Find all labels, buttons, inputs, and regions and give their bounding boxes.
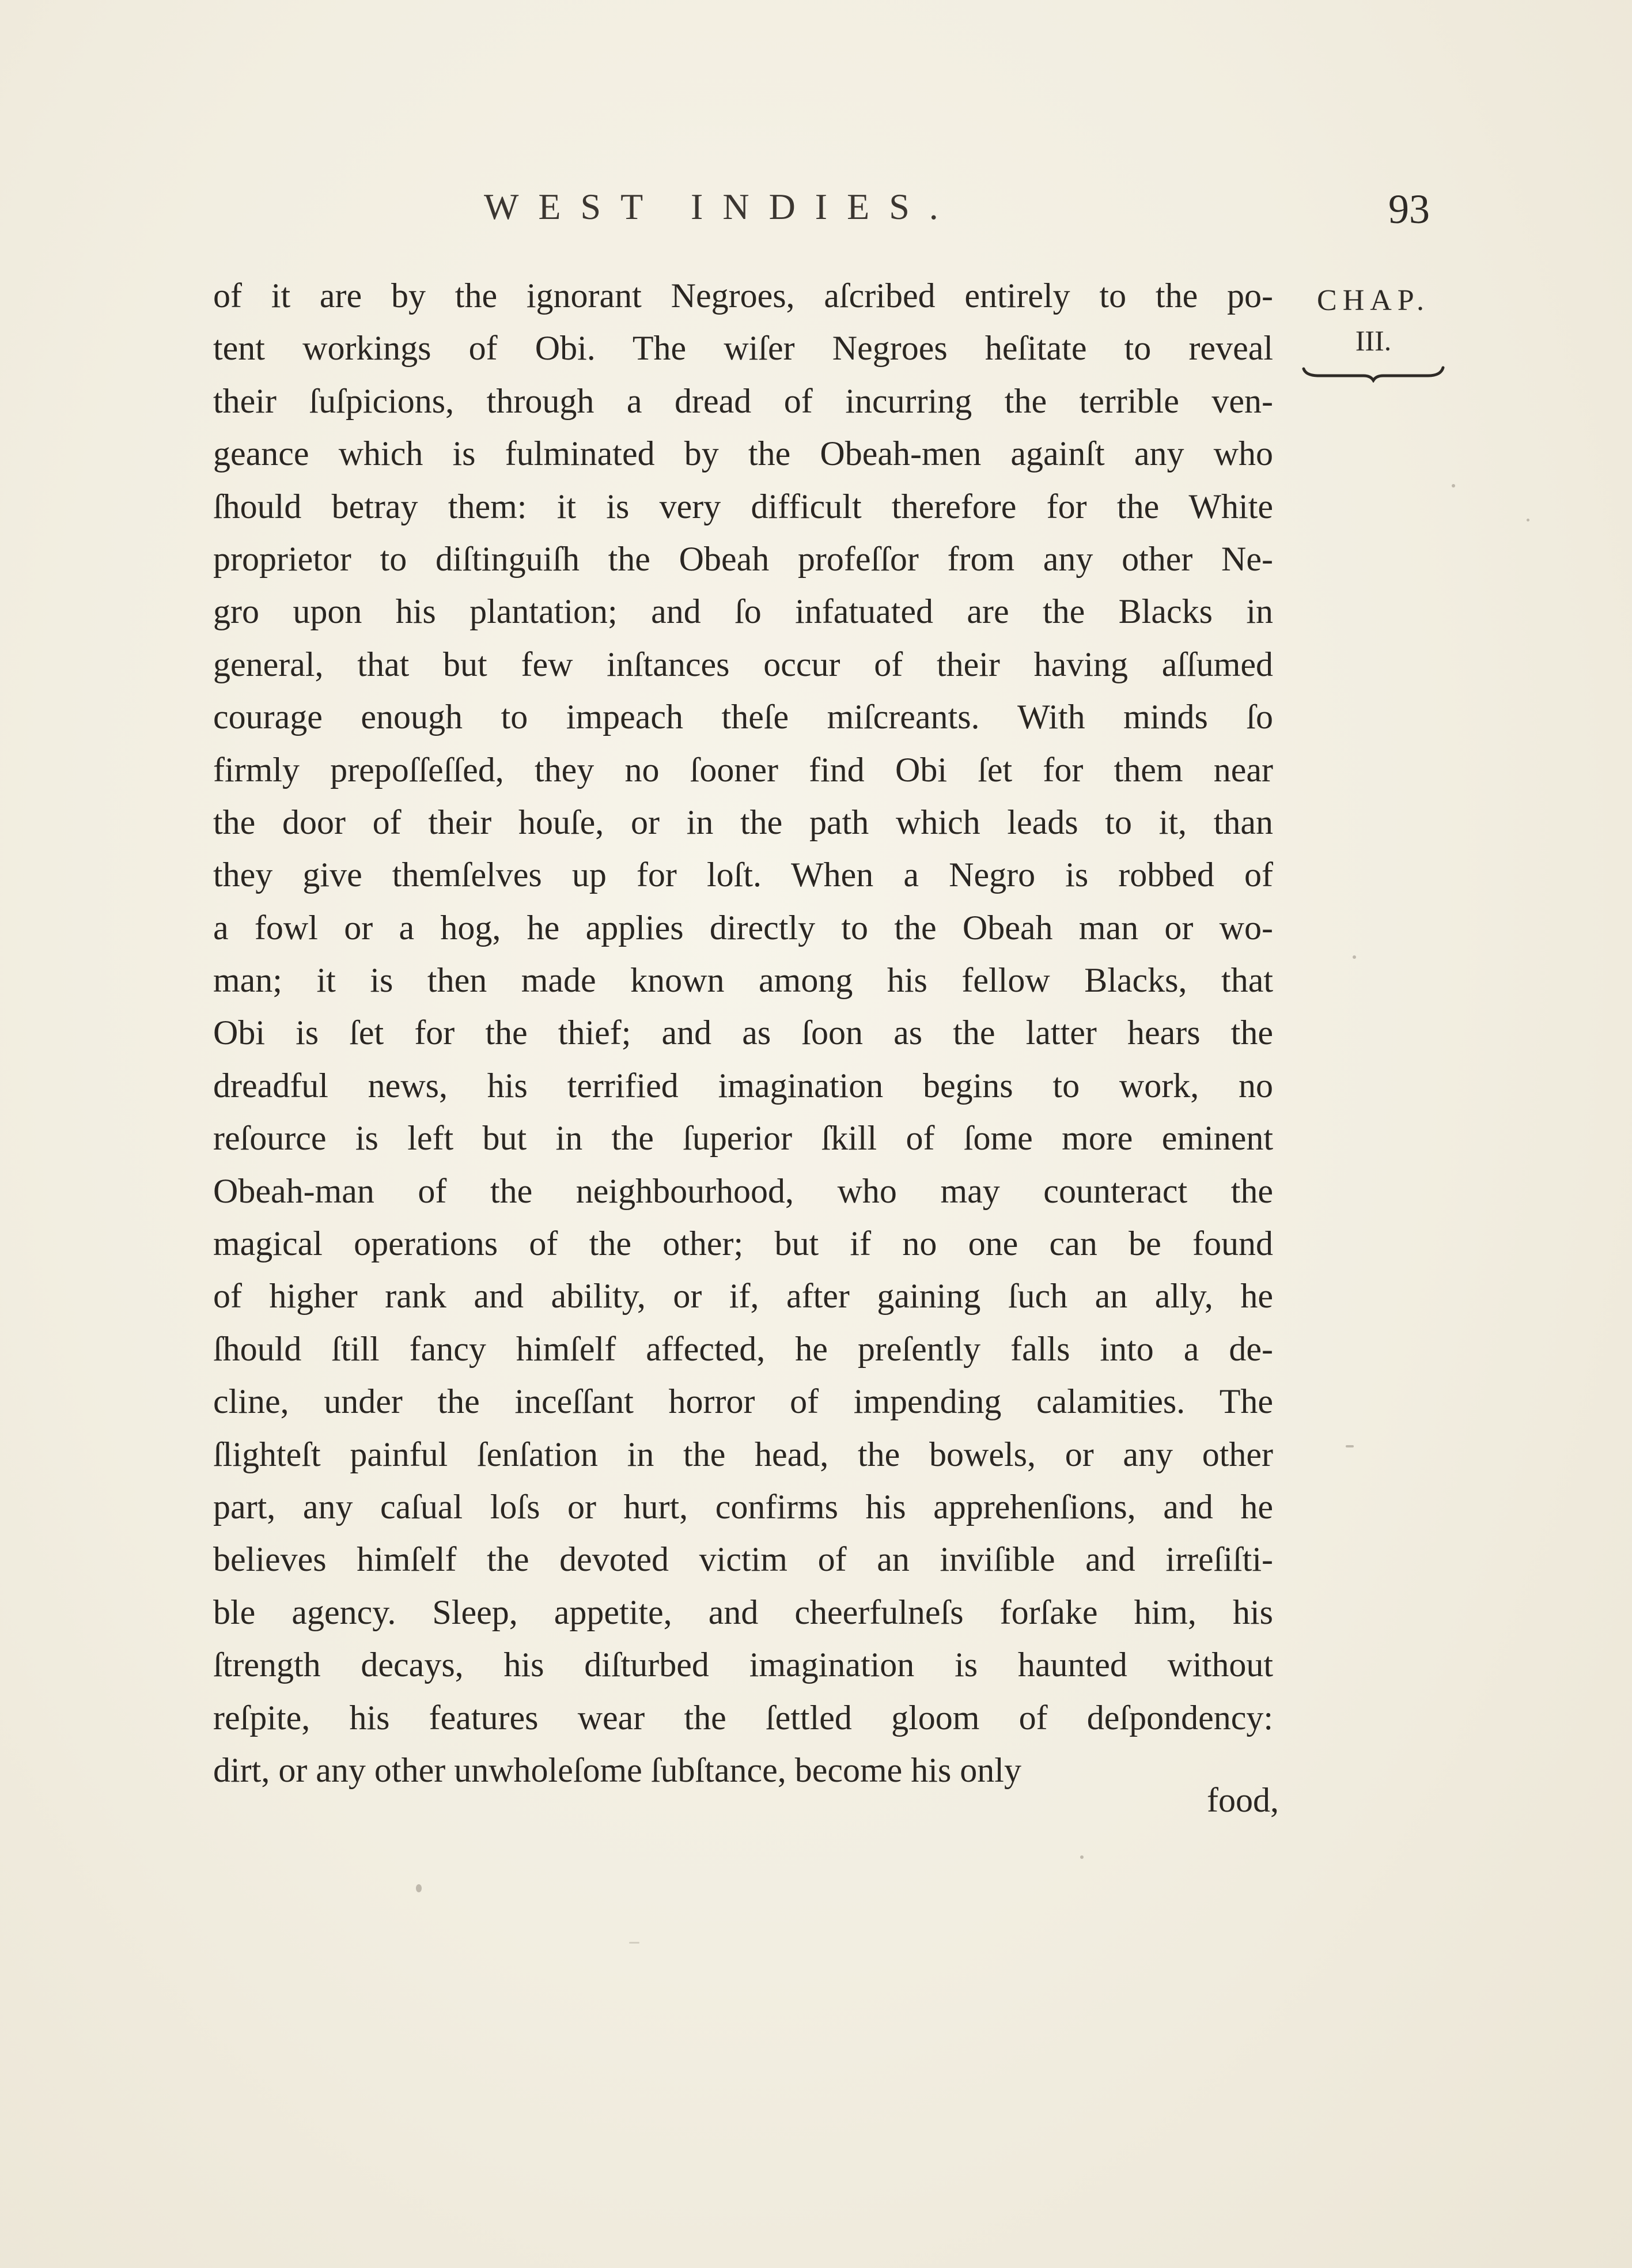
paper-speck: [629, 1942, 639, 1944]
catchword: food,: [1207, 1781, 1279, 1819]
text-line: of higher rank and ability, or if, after gaining ſuch an ally, he: [213, 1277, 1273, 1316]
text-line: they give themſelves up for loſt. When a Negro is robbed of: [213, 856, 1273, 894]
text-line: tent workings of Obi. The wiſer Negroes heſitate to reveal: [213, 329, 1273, 368]
text-line: gro upon his plantation; and ſo infatuated are the Blacks in: [213, 592, 1273, 631]
text-line: general, that but few inſtances occur of their having aſſumed: [213, 645, 1273, 683]
text-line: dreadful news, his terrified imagination begins to work, no: [213, 1066, 1273, 1105]
chapter-number: III.: [1355, 324, 1392, 357]
text-line: firmly prepoſſeſſed, they no ſooner find Obi ſet for them near: [213, 750, 1273, 789]
paper-speck: [1080, 1855, 1084, 1859]
text-line: geance which is fulminated by the Obeah-men againſt any who: [213, 434, 1273, 473]
paper-speck: [1346, 1445, 1354, 1447]
text-line: a fowl or a hog, he applies directly to the Obeah man or wo-: [213, 908, 1273, 947]
text-line: of it are by the ignorant Negroes, aſcribed entirely to the po-: [213, 277, 1273, 315]
text-line: believes himſelf the devoted victim of an inviſible and irreſiſti-: [213, 1540, 1273, 1579]
text-line: reſpite, his features wear the ſettled gloom of deſpondency:: [213, 1698, 1273, 1737]
text-line: dirt, or any other unwholeſome ſubſtance, become his only: [213, 1751, 1021, 1789]
text-line: ſtrength decays, his diſturbed imagination is haunted without: [213, 1646, 1273, 1684]
text-line: courage enough to impeach theſe miſcreants. With minds ſo: [213, 698, 1273, 736]
paper-speck: [416, 1884, 422, 1892]
paper-speck: [1527, 519, 1529, 521]
text-line: reſource is left but in the ſuperior ſkill of ſome more eminent: [213, 1119, 1273, 1158]
paper-speck: [1353, 955, 1356, 959]
text-line: ble agency. Sleep, appetite, and cheerfulneſs forſake him, his: [213, 1593, 1273, 1631]
running-head: WEST INDIES.: [484, 186, 958, 227]
text-line: ſhould betray them: it is very difficult therefore for the White: [213, 487, 1273, 526]
paper-speck: [1452, 484, 1455, 487]
text-line: ſhould ſtill fancy himſelf affected, he preſently falls into a de-: [213, 1329, 1273, 1368]
page-number: 93: [1388, 186, 1430, 232]
brace-ornament-icon: [1301, 363, 1445, 383]
text-line: the door of their houſe, or in the path which leads to it, than: [213, 803, 1273, 841]
text-line: magical operations of the other; but if no one can be found: [213, 1224, 1273, 1263]
text-line: ſlighteſt painful ſenſation in the head, the bowels, or any other: [213, 1435, 1273, 1473]
text-line: proprietor to diſtinguiſh the Obeah profeſſor from any other Ne-: [213, 539, 1273, 578]
body-text: [213, 270, 1273, 1797]
chapter-margin-note: [1298, 281, 1448, 383]
text-line: cline, under the inceſſant horror of impending calamities. The: [213, 1382, 1273, 1421]
text-line: Obi is ſet for the thief; and as ſoon as the latter hears the: [213, 1014, 1273, 1052]
text-line: part, any caſual loſs or hurt, confirms his apprehenſions, and he: [213, 1487, 1273, 1526]
text-line: Obeah-man of the neighbourhood, who may counteract the: [213, 1171, 1273, 1210]
text-line: their ſuſpicions, through a dread of incurring the terrible ven-: [213, 381, 1273, 420]
text-line: man; it is then made known among his fellow Blacks, that: [213, 961, 1273, 1000]
chapter-label: CHAP.: [1317, 284, 1430, 317]
